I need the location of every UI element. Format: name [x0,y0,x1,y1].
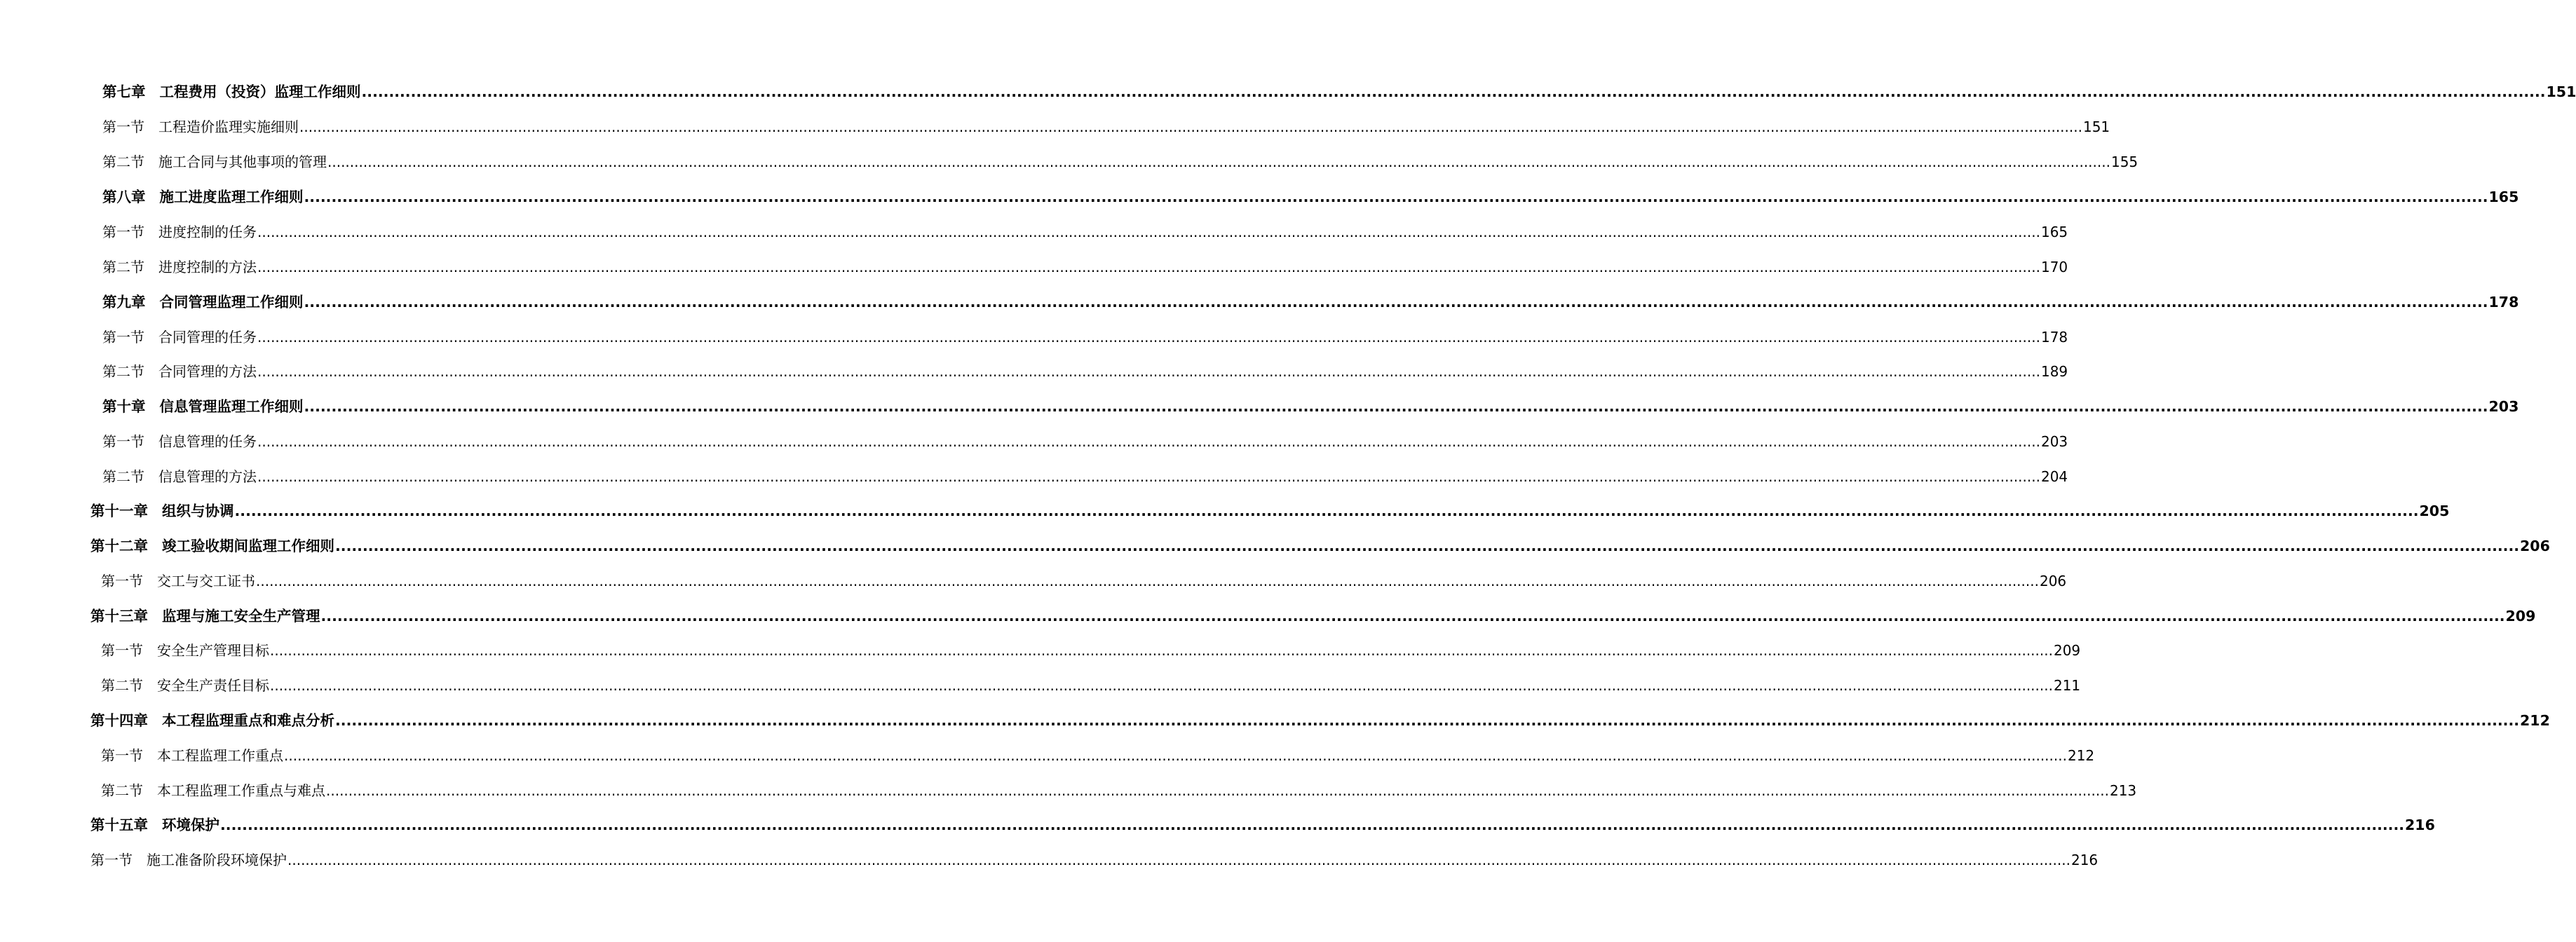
toc-chapter-entry[interactable] [90,710,2550,731]
toc-entry-number: 第二节 [102,363,144,380]
toc-entry-title: 工程造价监理实施细则 [158,118,299,135]
toc-entry-number: 第一节 [102,224,144,240]
toc-section-entry[interactable] [101,780,2137,801]
toc-chapter-entry[interactable] [102,396,2519,417]
toc-chapter-entry[interactable] [102,81,2576,102]
dot-leader: ................................................................................................................................................................................................................................................................................................................................................................................................................ [284,747,2067,764]
dot-leader: ................................................................................................................................................................................................................................................................................................................................................................................................................ [257,363,2040,380]
toc-entry-title: 合同管理监理工作细则 [159,294,304,310]
toc-entry-title: 组织与协调 [162,503,234,519]
toc-entry-title: 进度控制的任务 [158,224,257,240]
dot-leader: ................................................................................................................................................................................................................................................................................................................................................................................................................ [304,189,2488,205]
dot-leader: ................................................................................................................................................................................................................................................................................................................................................................................................................ [299,118,2082,135]
dot-leader: ................................................................................................................................................................................................................................................................................................................................................................................................................ [257,224,2040,240]
toc-entry-page: 155 [2110,153,2138,170]
toc-entry-number: 第九章 [102,294,146,310]
toc-entry-title: 安全生产责任目标 [157,677,269,694]
toc-entry-page: 211 [2053,677,2081,694]
toc-entry-number: 第十五章 [90,817,148,833]
toc-entry-page: 212 [2520,712,2550,729]
toc-section-entry[interactable] [90,849,2099,871]
toc-entry-page: 165 [2040,224,2068,240]
toc-section-entry[interactable] [102,116,2110,137]
toc-entry-page: 165 [2488,189,2519,205]
dot-leader: ................................................................................................................................................................................................................................................................................................................................................................................................................ [257,433,2040,450]
toc-entry-title: 信息管理监理工作细则 [159,398,304,415]
toc-entry-title: 信息管理的方法 [158,468,257,485]
toc-entry-title: 本工程监理工作重点与难点 [157,782,325,799]
toc-entry-page: 203 [2488,398,2519,415]
toc-entry-page: 178 [2040,329,2068,346]
toc-entry-number: 第二节 [102,153,144,170]
toc-entry-page: 170 [2040,259,2068,275]
toc-entry-number: 第十一章 [90,503,148,519]
toc-entry-page: 151 [2082,118,2110,135]
toc-entry-number: 第一节 [101,573,143,589]
toc-entry-number: 第十四章 [90,712,148,729]
toc-entry-title: 竣工验收期间监理工作细则 [162,538,334,554]
dot-leader: ................................................................................................................................................................................................................................................................................................................................................................................................................ [256,573,2039,589]
toc-entry-page: 151 [2546,83,2576,100]
toc-entry-page: 212 [2067,747,2095,764]
toc-entry-title: 施工进度监理工作细则 [159,189,304,205]
toc-chapter-entry[interactable] [90,606,2536,627]
dot-leader: ................................................................................................................................................................................................................................................................................................................................................................................................................ [326,782,2109,799]
toc-entry-number: 第二节 [101,782,143,799]
toc-entry-title: 信息管理的任务 [158,433,257,450]
toc-entry-number: 第十章 [102,398,146,415]
toc-entry-number: 第一节 [102,329,144,346]
toc-entry-page: 216 [2070,852,2099,868]
dot-leader: ................................................................................................................................................................................................................................................................................................................................................................................................................ [335,538,2520,554]
dot-leader: ................................................................................................................................................................................................................................................................................................................................................................................................................ [220,817,2405,833]
dot-leader: ................................................................................................................................................................................................................................................................................................................................................................................................................ [361,83,2546,100]
toc-section-entry[interactable] [102,361,2068,382]
toc-entry-number: 第七章 [102,83,146,100]
toc-section-entry[interactable] [101,675,2081,696]
toc-entry-number: 第二节 [102,259,144,275]
toc-chapter-entry[interactable] [102,186,2519,207]
dot-leader: ................................................................................................................................................................................................................................................................................................................................................................................................................ [270,642,2053,659]
toc-entry-number: 第一节 [101,747,143,764]
toc-entry-number: 第二节 [102,468,144,485]
toc-entry-page: 203 [2040,433,2068,450]
toc-section-entry[interactable] [102,327,2068,348]
toc-entry-page: 206 [2039,573,2067,589]
toc-chapter-entry[interactable] [90,535,2550,557]
toc-entry-title: 工程费用（投资）监理工作细则 [159,83,361,100]
toc-section-entry[interactable] [102,257,2068,278]
dot-leader: ................................................................................................................................................................................................................................................................................................................................................................................................................ [257,468,2040,485]
toc-section-entry[interactable] [101,640,2081,661]
toc-section-entry[interactable] [102,151,2138,172]
dot-leader: ................................................................................................................................................................................................................................................................................................................................................................................................................ [320,608,2505,624]
toc-chapter-entry[interactable] [90,500,2450,521]
toc-entry-number: 第十二章 [90,538,148,554]
dot-leader: ................................................................................................................................................................................................................................................................................................................................................................................................................ [287,852,2070,868]
toc-entry-page: 209 [2505,608,2536,624]
toc-entry-page: 216 [2405,817,2435,833]
toc-entry-title: 施工合同与其他事项的管理 [158,153,327,170]
toc-entry-title: 合同管理的方法 [158,363,257,380]
toc-entry-title: 本工程监理工作重点 [157,747,283,764]
toc-entry-page: 178 [2488,294,2519,310]
toc-entry-page: 189 [2040,363,2068,380]
toc-section-entry[interactable] [102,221,2068,243]
dot-leader: ................................................................................................................................................................................................................................................................................................................................................................................................................ [335,712,2520,729]
toc-entry-page: 213 [2109,782,2137,799]
toc-entry-title: 监理与施工安全生产管理 [162,608,320,624]
toc-entry-title: 环境保护 [162,817,219,833]
toc-entry-title: 合同管理的任务 [158,329,257,346]
toc-entry-number: 第一节 [102,118,144,135]
dot-leader: ................................................................................................................................................................................................................................................................................................................................................................................................................ [304,294,2488,310]
toc-chapter-entry[interactable] [90,814,2435,835]
toc-section-entry[interactable] [102,431,2068,452]
dot-leader: ................................................................................................................................................................................................................................................................................................................................................................................................................ [304,398,2488,415]
toc-section-entry[interactable] [102,466,2068,487]
toc-entry-page: 204 [2040,468,2068,485]
toc-entry-number: 第二节 [101,677,143,694]
toc-entry-title: 施工准备阶段环境保护 [147,852,287,868]
dot-leader: ................................................................................................................................................................................................................................................................................................................................................................................................................ [257,259,2040,275]
toc-entry-page: 205 [2419,503,2450,519]
toc-entry-page: 206 [2520,538,2550,554]
toc-section-entry[interactable] [101,571,2067,592]
toc-entry-page: 209 [2053,642,2081,659]
toc-entry-title: 安全生产管理目标 [157,642,269,659]
toc-entry-title: 进度控制的方法 [158,259,257,275]
dot-leader: ................................................................................................................................................................................................................................................................................................................................................................................................................ [257,329,2040,346]
dot-leader: ................................................................................................................................................................................................................................................................................................................................................................................................................ [270,677,2053,694]
toc-entry-number: 第一节 [90,852,133,868]
toc-entry-number: 第八章 [102,189,146,205]
toc-entry-title: 本工程监理重点和难点分析 [162,712,334,729]
toc-chapter-entry[interactable] [102,292,2519,313]
toc-section-entry[interactable] [101,745,2095,766]
toc-entry-number: 第一节 [102,433,144,450]
toc-entry-title: 交工与交工证书 [157,573,255,589]
toc-entry-number: 第一节 [101,642,143,659]
dot-leader: ................................................................................................................................................................................................................................................................................................................................................................................................................ [234,503,2419,519]
toc-entry-number: 第十三章 [90,608,148,624]
dot-leader: ................................................................................................................................................................................................................................................................................................................................................................................................................ [327,153,2110,170]
